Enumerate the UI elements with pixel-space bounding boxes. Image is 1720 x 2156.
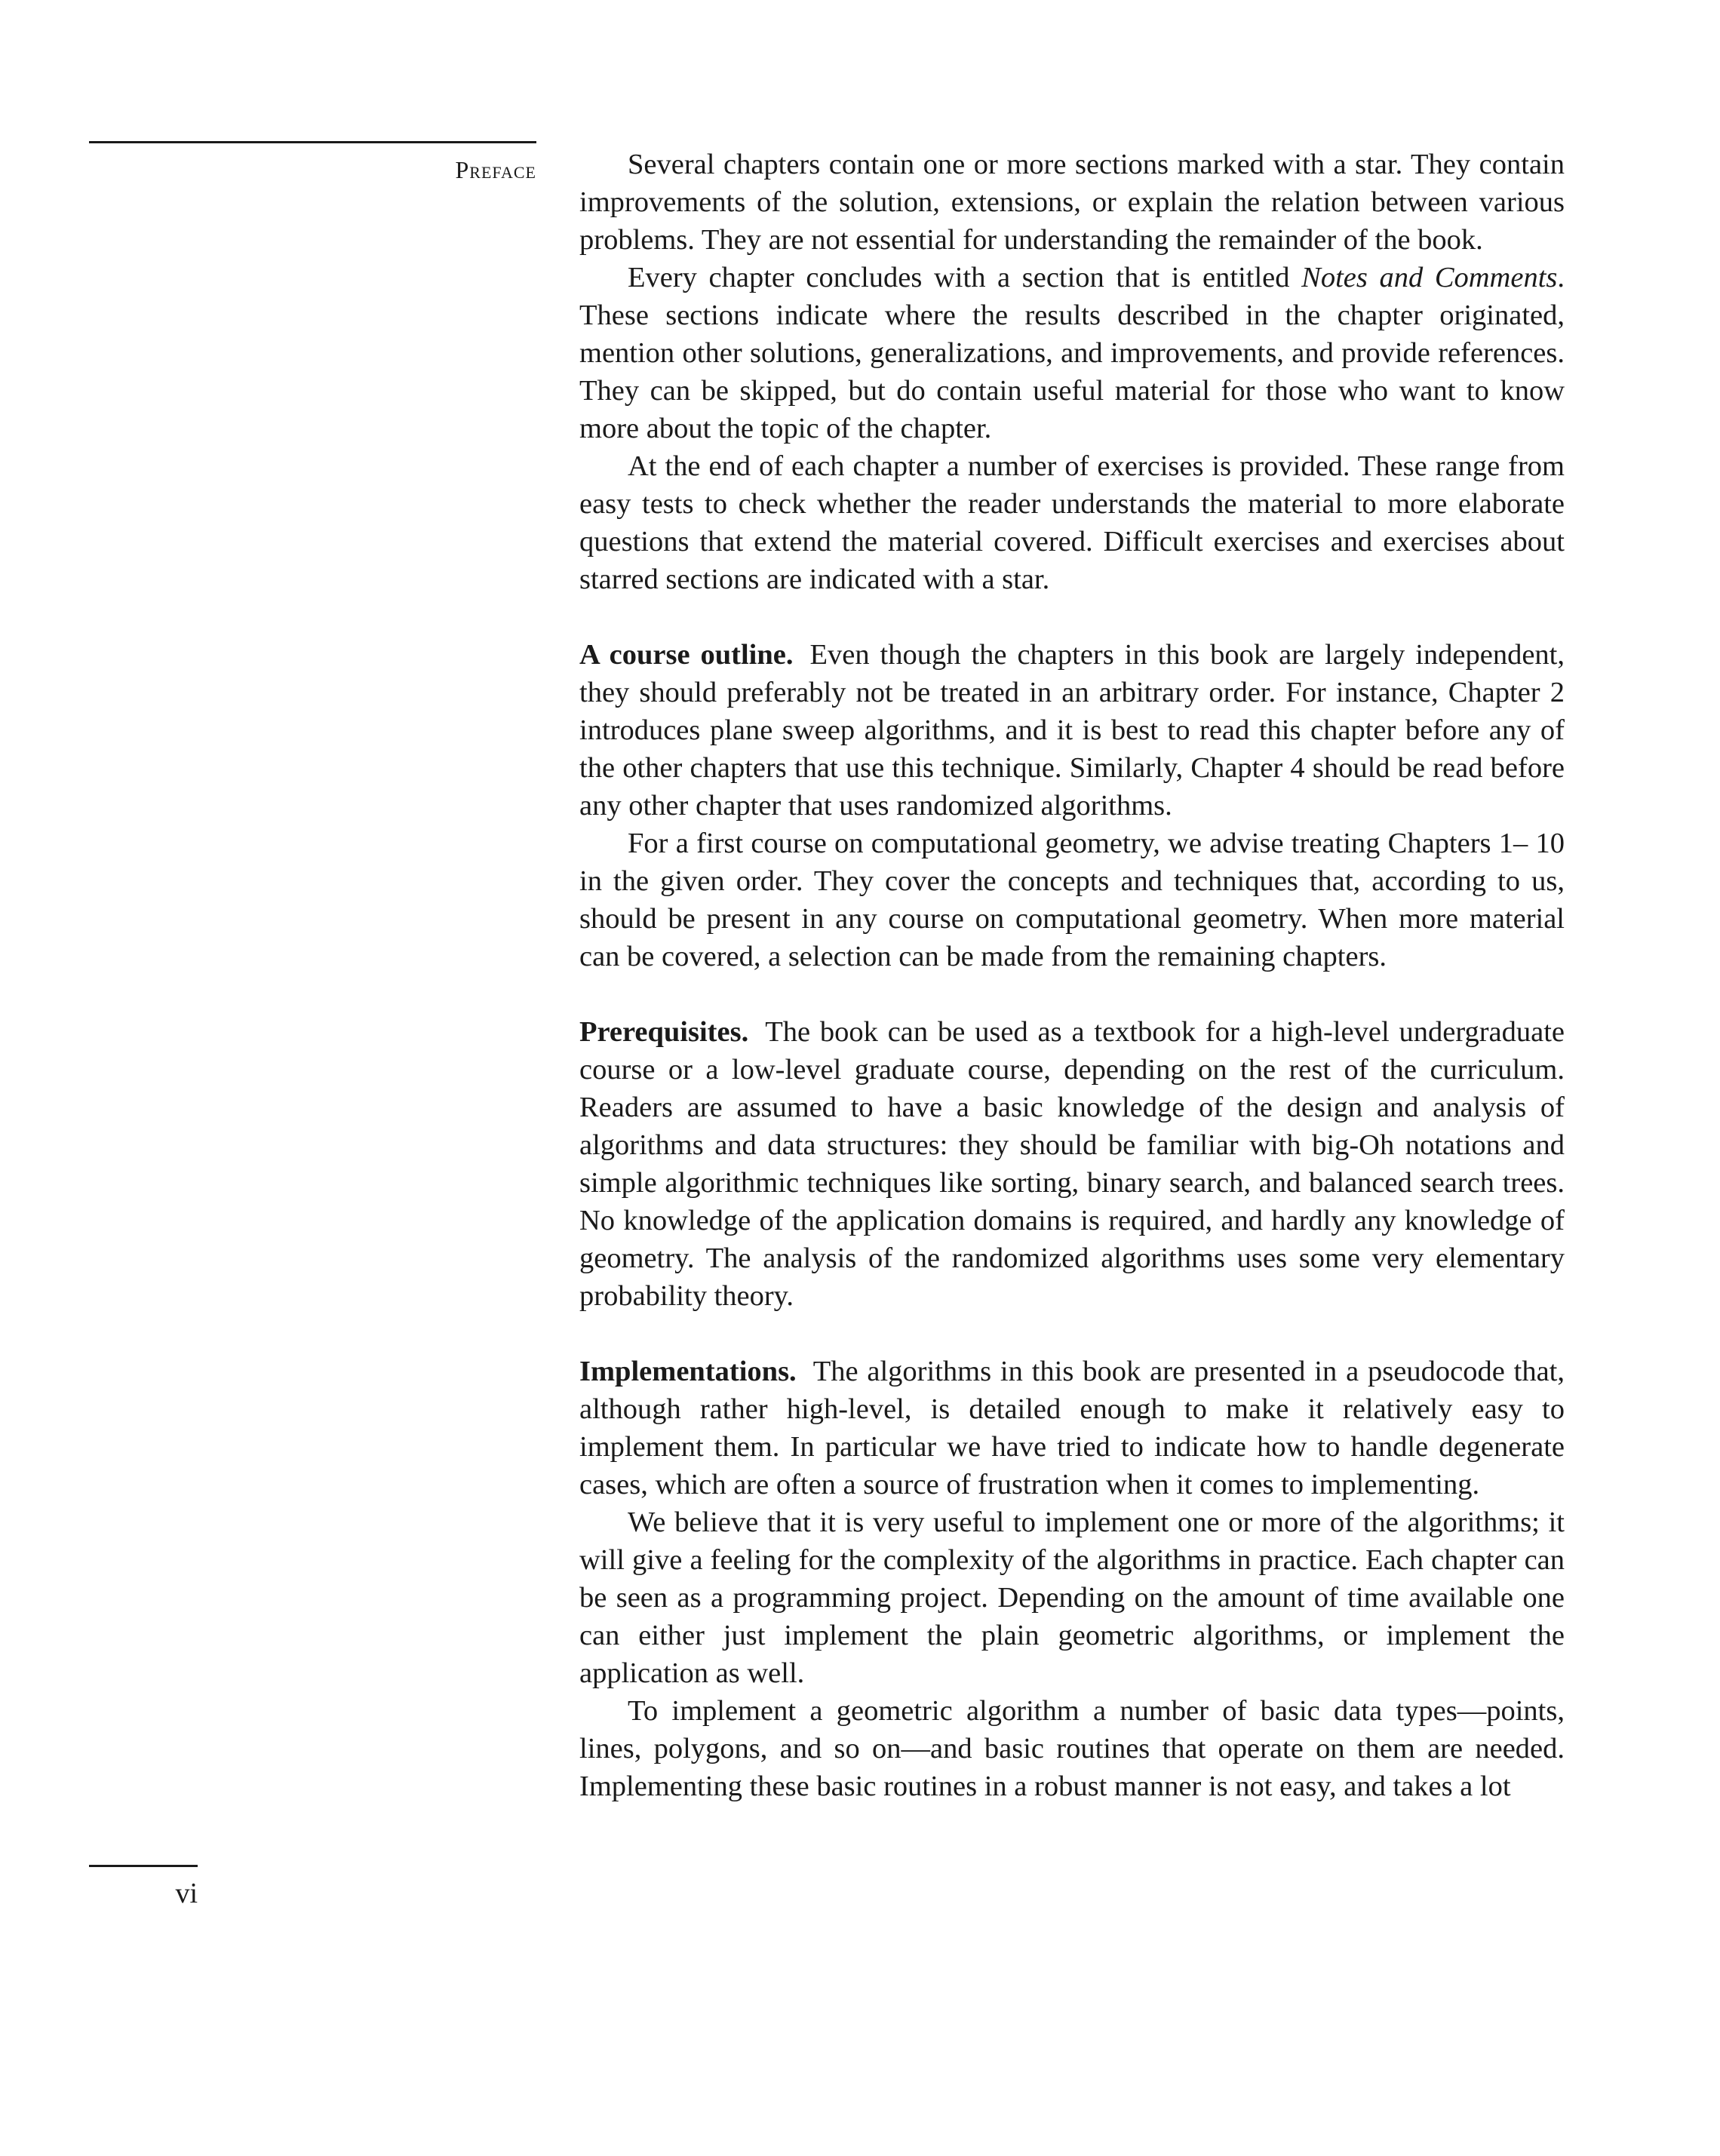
section-heading-implementations: Implementations. <box>579 1356 797 1387</box>
running-head: Preface <box>455 156 536 183</box>
paragraph-course-outline <box>579 636 1565 825</box>
paragraph-notes-and-comments <box>579 259 1565 447</box>
section-heading-course-outline: A course outline. <box>579 639 794 671</box>
paragraph-starred-sections: Several chapters contain one or more sections marked with a star. They contain improvements of the solution, extensions, or explain the relation between various problems. They are not essential for understanding the remainder of the book. <box>579 149 1565 256</box>
page-number: vi <box>175 1878 198 1909</box>
paragraph-exercises: At the end of each chapter a number of exercises is provided. These range from easy tests to check whether the reader understands the material to more elaborate questions that extend the material covered. Difficult exercises and exercises about starred sections are indicated with a star. <box>579 450 1565 595</box>
section-heading-prerequisites: Prerequisites. <box>579 1016 749 1048</box>
section-gap <box>579 1315 1565 1353</box>
paragraph-implement-algorithms: We believe that it is very useful to implement one or more of the algorithms; it will give a feeling for the complexity of the algorithms in practice. Each chapter can be seen as a programming project. Depending on the amount of time available one can either just implement the plain geometric algorithms, or implement the application as well. <box>579 1506 1565 1689</box>
paragraph-text: . These sections indicate where the results described in the chapter originated, mention other solutions, generalizations, and improvements, and provide references. They can be skipped, but do contain useful material for those who want to know more about the topic of the chapter. <box>579 262 1565 444</box>
main-text <box>579 146 1565 1805</box>
paragraph-text: Every chapter concludes with a section that is entitled <box>628 262 1302 293</box>
footer-rule <box>89 1865 198 1867</box>
paragraph-first-course: For a first course on computational geometry, we advise treating Chapters 1– 10 in the given order. They cover the concepts and techniques that, according to us, should be present in any course on computational geometry. When more material can be covered, a selection can be made from the remaining chapters. <box>579 828 1565 972</box>
section-gap <box>579 975 1565 1013</box>
section-gap <box>579 598 1565 636</box>
paragraph-text: Even though the chapters in this book are largely independent, they should preferably not be treated in an arbitrary order. For instance, Chapter 2 introduces plane sweep algorithms, and it is best to read this chapter before any of the other chapters that use this technique. Similarly, Chapter 4 should be read before any other chapter that uses randomized algorithms. <box>579 639 1565 822</box>
paragraph-prerequisites <box>579 1013 1565 1315</box>
paragraph-implementations <box>579 1353 1565 1503</box>
paragraph-text: The book can be used as a textbook for a high-level undergraduate course or a low-level graduate course, depending on the rest of the curriculum. Readers are assumed to have a basic knowledge of the design and analysis of algorithms and data structures: they should be familiar with big-Oh notations and simple algorithmic techniques like sorting, binary search, and balanced search trees. No knowledge of the application domains is required, and hardly any knowledge of geometry. The analysis of the randomized algorithms uses some very elementary probability theory. <box>579 1016 1565 1312</box>
paragraph-text: The algorithms in this book are presented in a pseudocode that, although rather high-level, is detailed enough to make it relatively easy to implement them. In particular we have tried to indicate how to handle degenerate cases, which are often a source of frustration when it comes to implementing. <box>579 1356 1565 1500</box>
emphasis-title: Notes and Comments <box>1301 262 1558 293</box>
header-rule <box>89 141 536 143</box>
paragraph-basic-data-types: To implement a geometric algorithm a number of basic data types—points, lines, polygons, and so on—and basic routines that operate on them are needed. Implementing these basic routines in a robust manner is not easy, and takes a lot <box>579 1695 1565 1802</box>
